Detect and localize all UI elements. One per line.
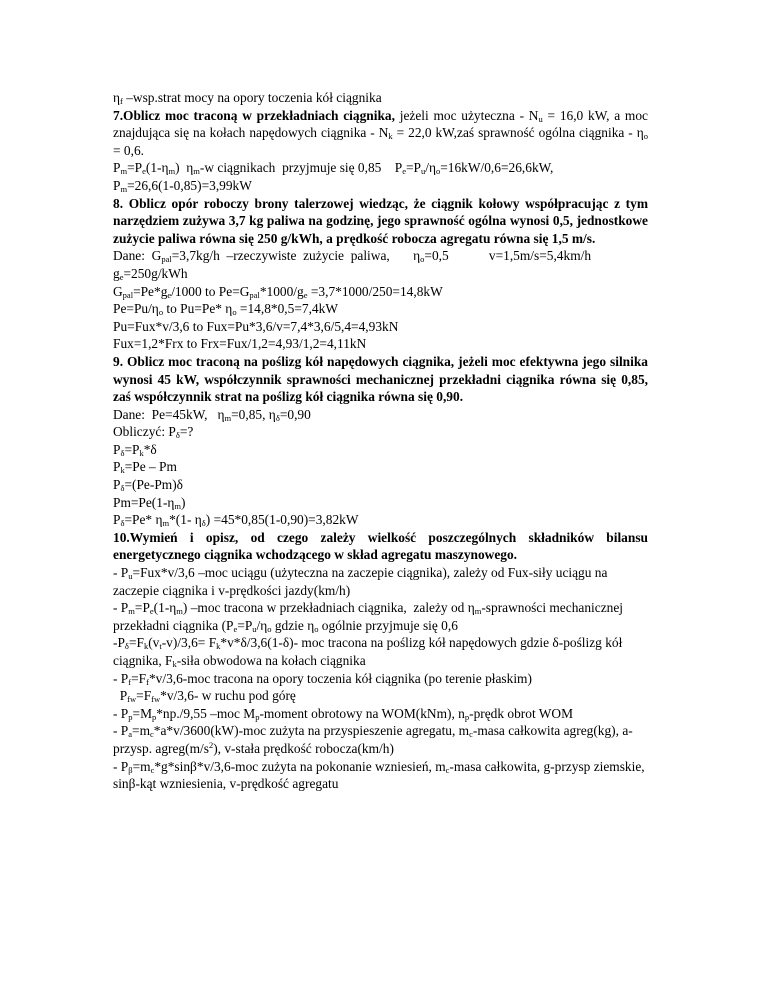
answer-9-step-2: $P_k=Pe - Pm$: [113, 459, 177, 476]
document-page: [113, 89, 648, 793]
component-pfw: $P_{fw}=F_{fw}*v/3,6-$ w ruchu pod górę: [113, 688, 296, 705]
answer-7-line-1: $P_m=P_e(1-\eta_m)$ $\eta_m-w$ ciągnikach przyjmuje się 0,85 $P_e=P_u/\eta_o=16kW/0,6=26,6kW$,: [113, 160, 554, 177]
answer-7-line-2: $P_m=26,6(1-0,85)=3,99kW$: [113, 177, 252, 194]
question-7-body: jeżeli moc użyteczna - $N_u = 16,0$ kW, a moc znajdująca się na kołach napędowych ciągnika - $N_k = 22,0$ kW,zaś sprawność ogólna ciągnika - $\eta_o = 0,6$.: [113, 107, 648, 158]
question-9: 9. Oblicz moc traconą na poślizg kół napędowych ciągnika, jeżeli moc efektywna jego silnika wynosi 45 kW, współczynnik sprawności mechanicznej przekładni ciągnika równa się 0,85, zaś współczynnik strat na poślizg kół ciągnika równa się 0,90.: [113, 353, 648, 405]
question-8: 8. Oblicz opór roboczy brony talerzowej wiedząc, że ciągnik kołowy współpracując z tym narzędziem zużywa 3,7 kg paliwa na godzinę, jego sprawność ogólna wynosi 0,5, jednostkowe zużycie paliwa równa się 250 g/kWh, a prędkość robocza agregatu równa się 1,5 m/s.: [113, 195, 648, 246]
answer-8-given: Dane: $G_{pal}=3,7kg/h$ –rzeczywiste zużycie paliwa, $\eta_o=0,5$ v=1,5m/s=5,4km/h: [113, 248, 592, 265]
component-pm: - $P_m=P_e(1-\eta_m)$ –moc tracona w przekładniach ciągnika, zależy od $\eta_m$-sprawności mechanicznej przekładni ciągnika ($P_e=P_u/\eta_o$ gdzie $\eta_o$ ogólnie przyjmuje się 0,6: [113, 600, 623, 634]
component-pp: - $P_p=M_p*np./9,55$ –moc $M_p$-moment obrotowy na WOM(kNm), $n_p$-prędk obrot WOM: [113, 705, 573, 722]
component-pf: - $P_f=F_f*v/3,6$-moc tracona na opory toczenia kół ciągnika (po terenie płaskim): [113, 670, 532, 687]
component-p-beta: - $P_\beta=m_c*g*\sin\beta*v/3,6$-moc zużyta na pokonanie wzniesień, $m_c$-masa całkowita, g-przysp ziemskie, sinβ-kąt wzniesienia, v-prędkość agregatu: [113, 758, 645, 792]
component-pa: - $P_a=m_c*a*v/3600(kW)$-moc zużyta na przyspieszenie agregatu, $m_c$-masa całkowita agreg(kg), a-przysp. $agreg(m/s^2)$, v-stała prędkość robocza(km/h): [113, 723, 633, 756]
answer-8-step-2: $Pe=Pu/\eta_o$ to Pu=Pe* $\eta_o =14,8*0,5=7,4kW$: [113, 301, 338, 318]
answer-8-step-3: Pu=Fux*v/3,6 to Fux=Pu*3,6/v=7,4*3,6/5,4=4,93kN: [113, 318, 399, 334]
answer-9-given: Dane: Pe=45kW, $\eta_m=0,85$, $\eta_\delta=0,90$: [113, 406, 311, 423]
question-7: [113, 107, 648, 160]
question-7-title: 7.Oblicz moc traconą w przekładniach ciągnika,: [113, 107, 395, 123]
answer-9-step-1: $P_\delta=P_k*\delta$: [113, 441, 157, 458]
answer-9-find: Obliczyć: $P_\delta=$?: [113, 424, 194, 441]
answer-8-ge: $g_e=250g$/kWh: [113, 265, 188, 282]
component-pu: - $P_u=Fux*v/3,6$ –moc uciągu (użyteczna na zaczepie ciągnika), zależy od Fux-siły uciągu na zaczepie ciągnika i v-prędkości jazdy(km/h): [113, 565, 608, 598]
question-10: 10.Wymień i opisz, od czego zależy wielkość poszczególnych składników bilansu energetycznego ciągnika wchodzącego w skład agregatu maszynowego.: [113, 529, 648, 563]
answer-8-step-4: Fux=1,2*Frx to Frx=Fux/1,2=4,93/1,2=4,11kN: [113, 336, 367, 352]
answer-9-step-4: $Pm=Pe(1-\eta_m)$: [113, 494, 186, 511]
answer-8-step-1: $G_{pal}=Pe*g_e/1000$ to $Pe=G_{pal}*1000/g_e =3,7*1000/250=14,8kW$: [113, 283, 443, 300]
answer-9-result: $P_\delta=Pe*$ $\eta_m*(1-$ $\eta_\delta) =45*0,85(1-0,90)=3,82kW$: [113, 512, 359, 529]
answer-9-step-3: $P_\delta=(Pe-Pm)\delta$: [113, 477, 183, 494]
line-eta-f-definition: $\eta_f$ –wsp.strat mocy na opory toczenia kół ciągnika: [113, 90, 382, 106]
component-p-delta: $-P_\delta=F_k(v_t-v)/3,6= F_k*v*\delta/3,6(1-\delta)-$ moc tracona na poślizg kół napędowych gdzie δ-poślizg kół ciągnika, $F_k$-siła obwodowa na kołach ciągnika: [113, 635, 623, 669]
